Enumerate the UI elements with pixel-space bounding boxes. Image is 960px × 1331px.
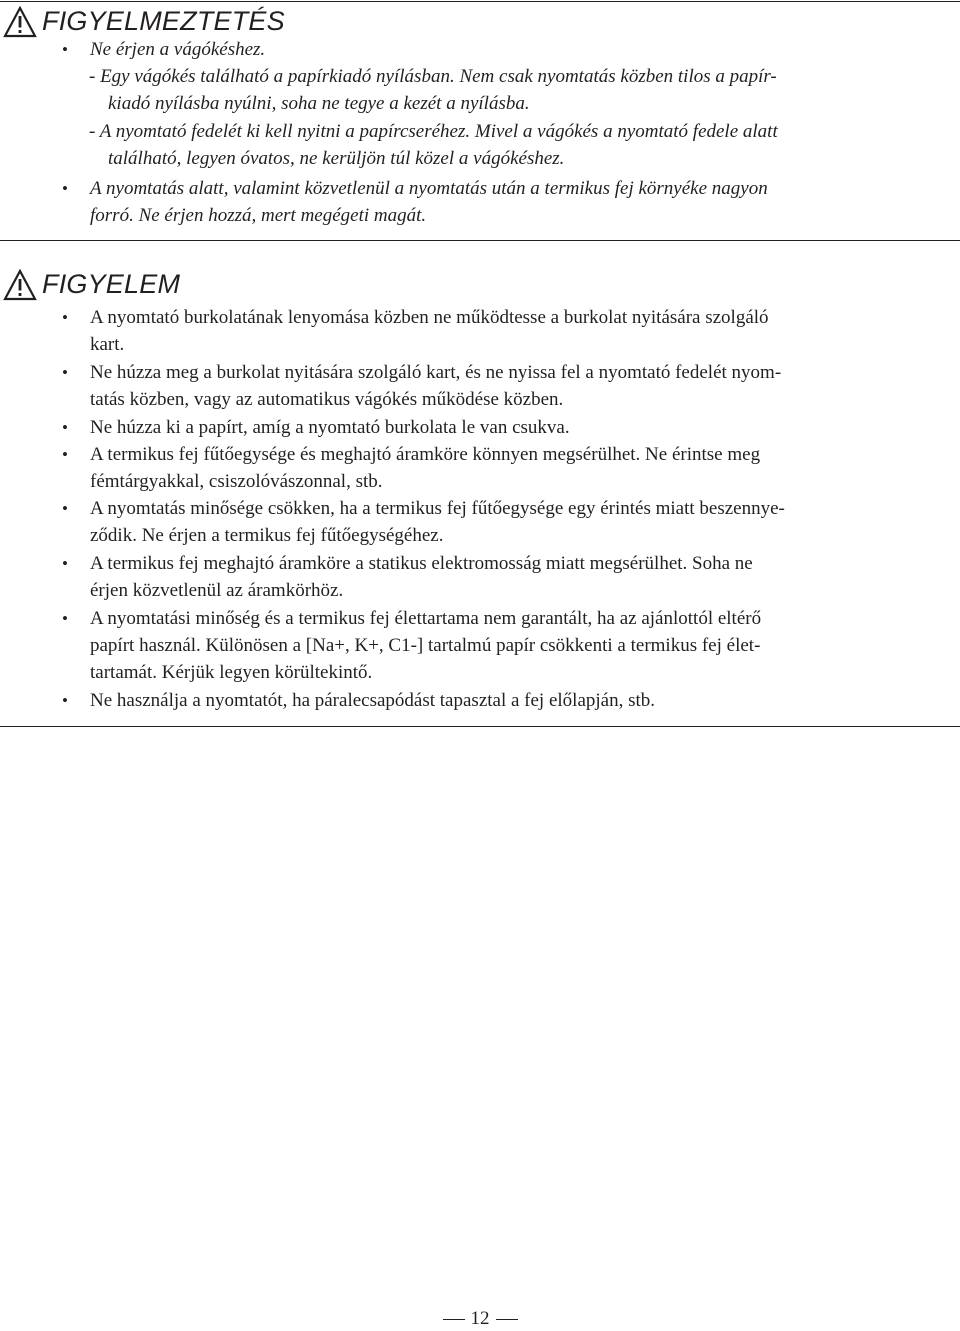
text-line: Ne érjen a vágókéshez. — [90, 39, 266, 60]
caution-bullet-2 — [62, 359, 954, 413]
caution-bullet-7 — [62, 605, 954, 686]
text-line: található, legyen óvatos, ne kerüljön túl közel a vágókéshez. — [108, 148, 565, 169]
warning-subitem-1 — [89, 63, 959, 117]
warning-bullet-1 — [62, 36, 954, 63]
warning-bullet-2 — [62, 175, 954, 229]
text-line: forró. Ne érjen hozzá, mert megégeti magát. — [90, 205, 427, 226]
top-rule — [0, 1, 960, 2]
text-line: érjen közvetlenül az áramkörhöz. — [90, 580, 344, 601]
bullet-mark: • — [62, 499, 68, 518]
page-number — [0, 1307, 960, 1331]
warning-triangle-icon — [3, 269, 37, 301]
bullet-mark: • — [62, 445, 68, 464]
caution-heading — [0, 266, 960, 302]
text-line: fémtárgyakkal, csiszolóvászonnal, stb. — [90, 471, 383, 492]
text-line: A termikus fej meghajtó áramköre a statikus elektromosság miatt megsérülhet. Soha ne — [90, 553, 753, 574]
bottom-rule — [0, 726, 960, 727]
page-number-dash — [496, 1319, 518, 1320]
bullet-mark: • — [62, 40, 68, 59]
text-line: A nyomtatási minőség és a termikus fej élettartama nem garantált, ha az ajánlottól eltérő — [90, 608, 762, 629]
warning-heading — [0, 3, 960, 39]
caution-title: FIGYELEM — [42, 269, 181, 299]
caution-section — [0, 266, 960, 302]
text-line: A nyomtatás minősége csökken, ha a termikus fej fűtőegysége egy érintés miatt beszennye- — [90, 498, 785, 519]
text-line: Ne húzza ki a papírt, amíg a nyomtató burkolata le van csukva. — [90, 417, 570, 438]
text-line: kart. — [90, 334, 125, 355]
text-line: A nyomtatás alatt, valamint közvetlenül a nyomtatás után a termikus fej környéke nagyon — [90, 178, 768, 199]
caution-bullet-4 — [62, 441, 954, 495]
bullet-mark: • — [62, 691, 68, 710]
warning-section — [0, 3, 960, 39]
text-line: Ne húzza meg a burkolat nyitására szolgáló kart, és ne nyissa fel a nyomtató fedelét nyom- — [90, 362, 782, 383]
warning-triangle-icon — [3, 6, 37, 38]
page-number-value: 12 — [470, 1308, 490, 1329]
page-number-dash — [443, 1319, 465, 1320]
text-line: tatás közben, vagy az automatikus vágókés működése közben. — [90, 389, 564, 410]
text-line: ződik. Ne érjen a termikus fej fűtőegységéhez. — [90, 525, 444, 546]
text-line: tartamát. Kérjük legyen körültekintő. — [90, 662, 373, 683]
warning-subitem-2 — [89, 118, 959, 172]
warning-title: FIGYELMEZTETÉS — [42, 6, 285, 36]
caution-bullet-3 — [62, 414, 954, 441]
bullet-mark: • — [62, 179, 68, 198]
text-line: Ne használja a nyomtatót, ha páralecsapódást tapasztal a fej előlapján, stb. — [90, 690, 656, 711]
text-line: A nyomtató burkolatának lenyomása közben ne működtesse a burkolat nyitására szolgáló — [90, 307, 769, 328]
bullet-mark: • — [62, 554, 68, 573]
text-line: A termikus fej fűtőegysége és meghajtó áramköre könnyen megsérülhet. Ne érintse meg — [90, 444, 761, 465]
text-line: kiadó nyílásba nyúlni, soha ne tegye a kezét a nyílásba. — [108, 93, 530, 114]
middle-rule — [0, 240, 960, 241]
caution-bullet-8 — [62, 687, 954, 714]
text-line: papírt használ. Különösen a [Na+, K+, C1-] tartalmú papír csökkenti a termikus fej élet- — [90, 635, 761, 656]
caution-bullet-1 — [62, 304, 954, 358]
text-line: - A nyomtató fedelét ki kell nyitni a papírcseréhez. Mivel a vágókés a nyomtató fedele alatt — [89, 121, 778, 142]
caution-bullet-5 — [62, 495, 954, 549]
bullet-mark: • — [62, 609, 68, 628]
bullet-mark: • — [62, 418, 68, 437]
bullet-mark: • — [62, 308, 68, 327]
caution-bullet-6 — [62, 550, 954, 604]
text-line: - Egy vágókés található a papírkiadó nyílásban. Nem csak nyomtatás közben tilos a papír- — [89, 66, 777, 87]
bullet-mark: • — [62, 363, 68, 382]
